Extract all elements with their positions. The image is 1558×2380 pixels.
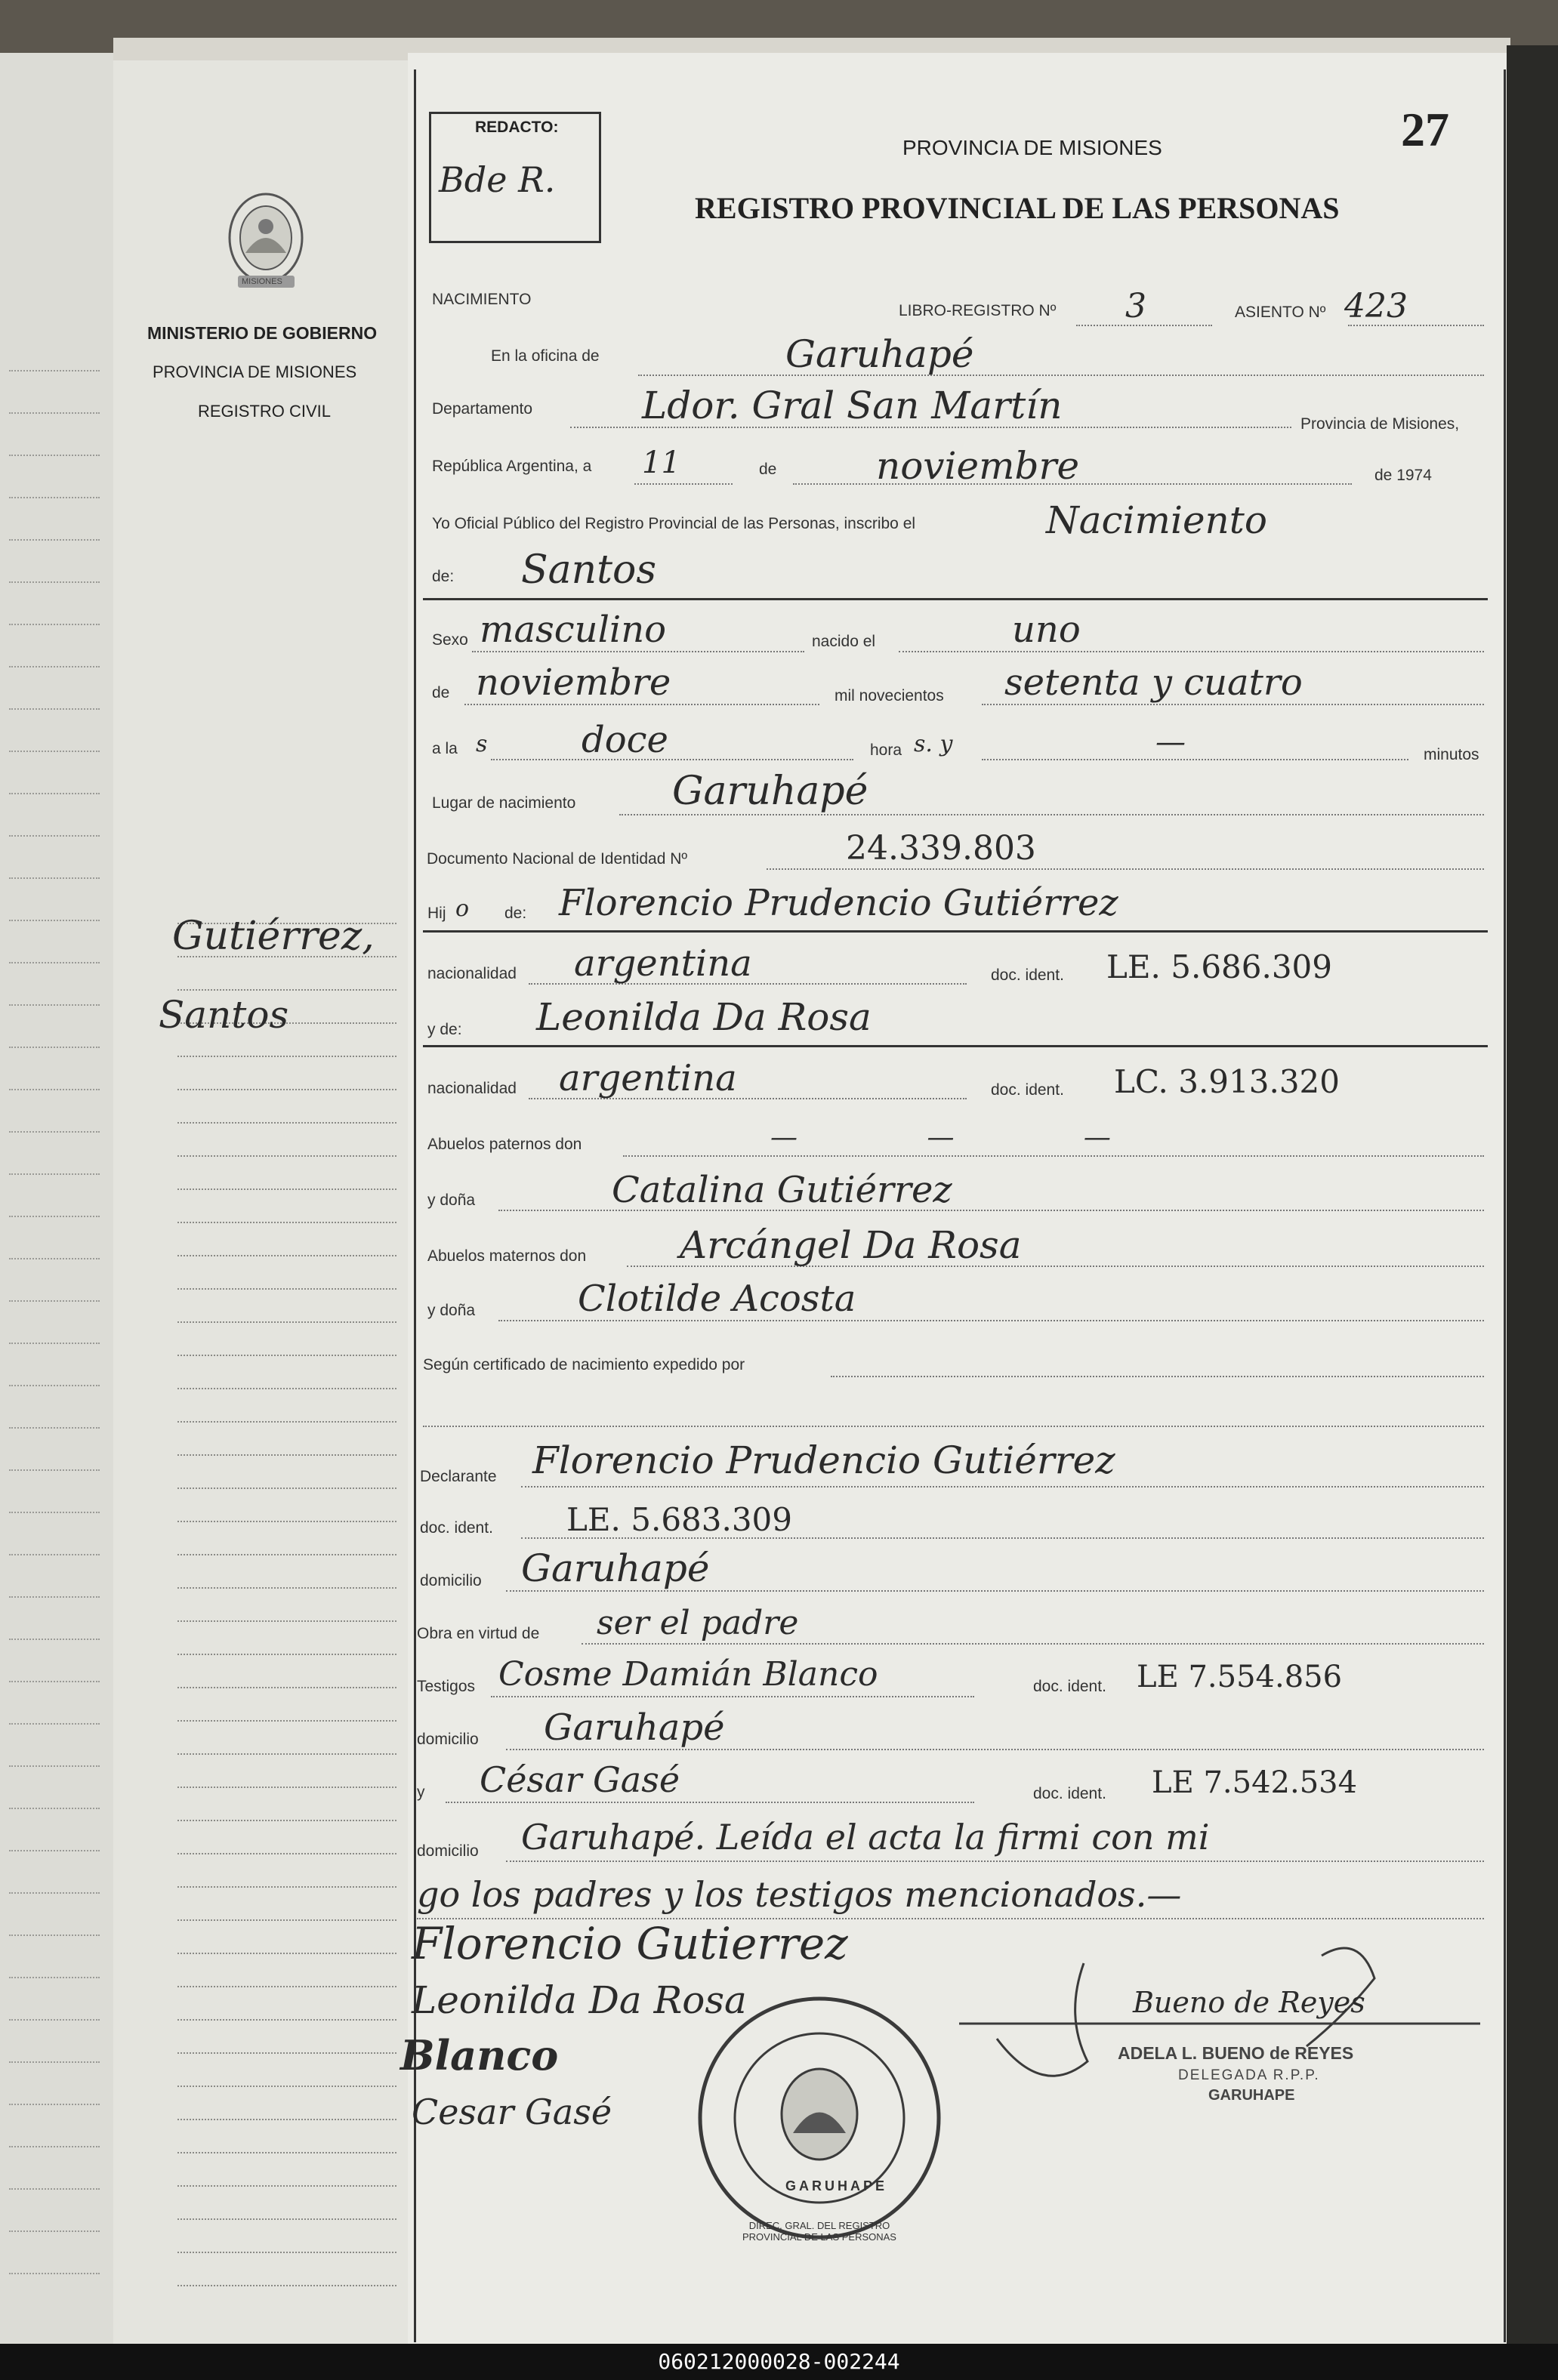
margin-line [177, 1587, 396, 1589]
ministry-province: PROVINCIA DE MISIONES [153, 362, 357, 381]
yde-label: y de: [427, 1021, 462, 1038]
left-page-line [9, 1469, 100, 1471]
sexo-label: Sexo [432, 631, 468, 649]
margin-line [177, 1056, 396, 1057]
horas-suffix: s. y [914, 731, 953, 757]
ydona-pat-label: y doña [427, 1192, 476, 1209]
lugar-value: Garuhapé [672, 769, 868, 814]
dni-label: Documento Nacional de Identidad Nº [427, 850, 688, 868]
left-page-line [9, 1765, 100, 1767]
page-number: 27 [1401, 103, 1449, 156]
left-page-line [9, 1089, 100, 1090]
book-background-right [1507, 45, 1558, 2356]
docident-padre-label: doc. ident. [991, 966, 1064, 984]
signature-witness2: Cesar Gasé [412, 2092, 612, 2132]
provincia-label: Provincia de Misiones, [1300, 415, 1460, 433]
left-page-line [9, 1300, 100, 1302]
margin-line [177, 1089, 396, 1090]
nombre-value: Santos [521, 547, 657, 593]
left-page-line [9, 497, 100, 498]
abuelo-mat-value: Arcángel Da Rosa [680, 1223, 1022, 1267]
left-page-line [9, 1258, 100, 1259]
madre-value: Leonilda Da Rosa [536, 995, 872, 1039]
margin-line [177, 1953, 396, 1954]
dom-t2-line [506, 1861, 1484, 1862]
docident-madre-label: doc. ident. [991, 1081, 1064, 1099]
asiento-value: 423 [1344, 287, 1408, 325]
stamp-place: GARUHAPE [785, 2178, 888, 2193]
left-page-line [9, 666, 100, 667]
margin-annotation-surname: Gutiérrez, [172, 914, 375, 959]
ydona-mat-label: y doña [427, 1302, 476, 1319]
left-page-line [9, 708, 100, 710]
official-signature: Bueno de Reyes [1133, 1986, 1365, 2019]
left-page-line [9, 1892, 100, 1894]
obra-line [582, 1643, 1484, 1645]
left-page-line [9, 1639, 100, 1640]
signature-witness1: Blanco [400, 2031, 559, 2079]
name-rule [423, 598, 1488, 600]
margin-line [177, 2218, 396, 2220]
dom-decl-line [506, 1590, 1484, 1592]
margin-line [177, 1355, 396, 1356]
minutos-line [982, 759, 1408, 760]
dia-line [634, 483, 733, 485]
obra-value: ser el padre [597, 1604, 799, 1642]
dom-decl-value: Garuhapé [521, 1546, 710, 1590]
abuela-mat-line [498, 1320, 1484, 1321]
departamento-label: Departamento [432, 400, 533, 418]
nac-madre-value: argentina [559, 1057, 737, 1099]
left-page-line [9, 1216, 100, 1217]
margin-line [177, 2185, 396, 2187]
minutos-value: — [1155, 725, 1186, 760]
margin-line [177, 2152, 396, 2153]
left-page-line [9, 962, 100, 963]
margin-line [177, 1919, 396, 1921]
left-page-edge [0, 53, 113, 2348]
margin-line [177, 1488, 396, 1489]
margin-line [177, 1321, 396, 1323]
margin-line [177, 1421, 396, 1423]
margin-line [177, 1687, 396, 1688]
libro-value: 3 [1125, 287, 1146, 325]
redacto-value: Bde R. [439, 159, 556, 200]
stamp-text: DIREC. GRAL. DEL REGISTRO PROVINCIAL DE LAS PERSONAS [742, 2220, 896, 2243]
horas-label: hora [870, 741, 902, 759]
doc-decl-label: doc. ident. [420, 1519, 493, 1537]
departamento-value: Ldor. Gral San Martín [642, 384, 1063, 427]
asiento-label: ASIENTO Nº [1235, 304, 1326, 321]
margin-line [177, 1986, 396, 1987]
doc-t1-value: LE 7.554.856 [1137, 1660, 1343, 1694]
docident-t1-label: doc. ident. [1033, 1678, 1106, 1695]
margin-line [177, 989, 396, 991]
ministry-registry: REGISTRO CIVIL [198, 402, 332, 421]
margin-line [177, 1787, 396, 1788]
doc-madre-value: LC. 3.913.320 [1114, 1063, 1340, 1100]
signature-father: Florencio Gutierrez [412, 1918, 848, 1969]
registry-heading: REGISTRO PROVINCIAL DE LAS PERSONAS [695, 191, 1340, 225]
ministry-title: MINISTERIO DE GOBIERNO [147, 323, 378, 343]
official-role: DELEGADA R.P.P. [1178, 2067, 1320, 2083]
libro-label: LIBRO-REGISTRO Nº [899, 302, 1057, 319]
left-page-line [9, 1977, 100, 1978]
abuela-mat-value: Clotilde Acosta [578, 1278, 856, 1320]
margin-line [177, 1288, 396, 1290]
left-page-line [9, 1047, 100, 1048]
testigo1-line [491, 1696, 974, 1697]
declarante-label: Declarante [420, 1468, 497, 1485]
abuelos-pat-label: Abuelos paternos don [427, 1136, 582, 1153]
declarante-line [521, 1486, 1484, 1488]
margin-line [177, 1454, 396, 1456]
dom-t2-label: domicilio [417, 1842, 479, 1860]
acto-value: Nacimiento [1046, 498, 1267, 542]
official-place: GARUHAPE [1208, 2087, 1295, 2104]
testigo1-value: Cosme Damián Blanco [498, 1655, 878, 1694]
left-page-line [9, 2146, 100, 2147]
left-page-line [9, 1512, 100, 1513]
margin-line [177, 2019, 396, 2021]
oficina-label: En la oficina de [491, 347, 600, 365]
segun-label: Según certificado de nacimiento expedido por [423, 1356, 745, 1373]
left-page-line [9, 581, 100, 583]
margin-line [177, 1188, 396, 1190]
abuela-pat-value: Catalina Gutiérrez [612, 1169, 952, 1211]
padre-value: Florencio Prudencio Gutiérrez [559, 882, 1118, 924]
nacido-line [899, 651, 1484, 652]
margin-line [177, 2086, 396, 2087]
left-page-line [9, 370, 100, 371]
doc-padre-value: LE. 5.686.309 [1106, 948, 1333, 985]
lugar-label: Lugar de nacimiento [432, 794, 576, 812]
left-page-line [9, 2230, 100, 2232]
segun-line [831, 1376, 1484, 1377]
nac-padre-value: argentina [574, 942, 752, 985]
dni-line [767, 868, 1484, 870]
testigos-label: Testigos [417, 1678, 476, 1695]
margin-line [177, 1820, 396, 1821]
left-page-line [9, 1808, 100, 1809]
left-page-line [9, 1173, 100, 1175]
left-page-line [9, 2104, 100, 2105]
margin-line [177, 1521, 396, 1522]
left-page-line [9, 1427, 100, 1429]
margin-line [177, 2285, 396, 2286]
left-page-line [9, 1131, 100, 1133]
segun-line-2 [423, 1426, 1484, 1427]
dom-t1-label: domicilio [417, 1731, 479, 1748]
nac-padre-label: nacionalidad [427, 965, 517, 982]
redacto-box [429, 112, 601, 243]
minutos-label: minutos [1424, 746, 1479, 763]
mil-label: mil novecientos [835, 687, 944, 704]
anio-nac-value: setenta y cuatro [1004, 661, 1303, 704]
left-page-line [9, 1596, 100, 1598]
left-page-line [9, 835, 100, 837]
hijo-label: Hij [427, 905, 446, 922]
sexo-value: masculino [480, 609, 667, 651]
oficina-value: Garuhapé [785, 332, 974, 376]
anio-label: de 1974 [1374, 467, 1432, 484]
hijo-de-label: de: [504, 905, 527, 922]
registry-stamp [695, 1993, 944, 2243]
dia-value: 11 [642, 445, 680, 480]
abuelos-pat-line [623, 1155, 1484, 1157]
lugar-line [619, 814, 1484, 815]
y-label: y [417, 1783, 425, 1801]
left-page-line [9, 1004, 100, 1006]
sexo-line [472, 651, 804, 652]
hora-line [491, 759, 853, 760]
margin-line [177, 1654, 396, 1655]
left-page-line [9, 2061, 100, 2063]
doc-t2-value: LE 7.542.534 [1152, 1765, 1358, 1800]
declarante-value: Florencio Prudencio Gutiérrez [532, 1438, 1115, 1482]
margin-line [177, 1720, 396, 1722]
left-page-line [9, 2188, 100, 2190]
madre-rule [423, 1045, 1488, 1047]
margin-line [177, 1753, 396, 1755]
redacto-label: REDACTO: [475, 119, 559, 136]
left-page-line [9, 1554, 100, 1555]
left-page-line [9, 793, 100, 794]
republica-label: República Argentina, a [432, 458, 592, 475]
left-page-line [9, 920, 100, 921]
ala-prefix: s [476, 731, 488, 757]
dom-t1-value: Garuhapé [544, 1706, 725, 1749]
obra-label: Obra en virtud de [417, 1625, 540, 1642]
official-name: ADELA L. BUENO de REYES [1118, 2043, 1354, 2063]
margin-annotation-name: Santos [159, 993, 289, 1037]
hora-value: doce [582, 719, 668, 761]
left-page-line [9, 751, 100, 752]
testigo2-line [446, 1802, 974, 1803]
de3-label: de [432, 684, 450, 701]
province-heading: PROVINCIA DE MISIONES [902, 136, 1162, 159]
left-page-line [9, 539, 100, 541]
doc-decl-value: LE. 5.683.309 [566, 1501, 793, 1538]
abuelos-pat-don: — — — [770, 1122, 1171, 1153]
nacido-value: uno [1012, 609, 1081, 651]
signature-mother: Leonilda Da Rosa [412, 1978, 747, 2022]
dom-t2-value: Garuhapé. Leída el acta la firmi con mi [521, 1817, 1210, 1857]
left-page-line [9, 1385, 100, 1386]
ala-label: a la [432, 740, 458, 757]
margin-line [177, 1554, 396, 1555]
nacimiento-label: NACIMIENTO [432, 291, 532, 308]
left-page-line [9, 1850, 100, 1851]
de-label: de [759, 461, 777, 478]
cont-value: go los padres y los testigos mencionados.— [417, 1874, 1182, 1915]
anio-nac-line [982, 704, 1484, 705]
dni-value: 24.339.803 [846, 829, 1036, 868]
left-page-line [9, 624, 100, 625]
mes-nac-line [464, 704, 819, 705]
margin-line [177, 2252, 396, 2253]
margin-line [177, 1222, 396, 1223]
oficina-line [638, 375, 1484, 376]
left-page-line [9, 455, 100, 456]
dom-decl-label: domicilio [420, 1572, 482, 1589]
margin-line [177, 1388, 396, 1389]
left-page-line [9, 412, 100, 414]
margin-line [177, 1122, 396, 1124]
margin-line [177, 1886, 396, 1888]
stamp-icon [695, 1993, 944, 2243]
mes-nac-value: noviembre [476, 661, 671, 704]
margin-line [177, 1255, 396, 1256]
nacido-label: nacido el [812, 633, 876, 650]
docident-t2-label: doc. ident. [1033, 1785, 1106, 1802]
margin-line [177, 1155, 396, 1157]
seal-label: MISIONES [242, 277, 282, 286]
document-id-footer: 060212000028-002244 [0, 2344, 1558, 2380]
margin-line [177, 2052, 396, 2054]
left-page-line [9, 1681, 100, 1682]
left-page-line [9, 2019, 100, 2021]
abuelos-mat-label: Abuelos maternos don [427, 1247, 587, 1265]
margin-line [177, 1620, 396, 1622]
margin-line [177, 1853, 396, 1854]
mes-value: noviembre [876, 444, 1080, 488]
margin-line [177, 2119, 396, 2120]
nac-madre-label: nacionalidad [427, 1080, 517, 1097]
left-page-line [9, 1723, 100, 1725]
padre-rule [423, 930, 1488, 933]
de2-label: de: [432, 568, 455, 585]
dom-t1-line [506, 1749, 1484, 1750]
left-page-line [9, 1343, 100, 1344]
hijo-suffix: o [455, 896, 470, 922]
testigo2-value: César Gasé [480, 1759, 680, 1800]
left-page-line [9, 2273, 100, 2274]
oficial-label: Yo Oficial Público del Registro Provincial de las Personas, inscribo el [432, 515, 916, 532]
left-page-line [9, 877, 100, 879]
left-page-line [9, 1935, 100, 1936]
